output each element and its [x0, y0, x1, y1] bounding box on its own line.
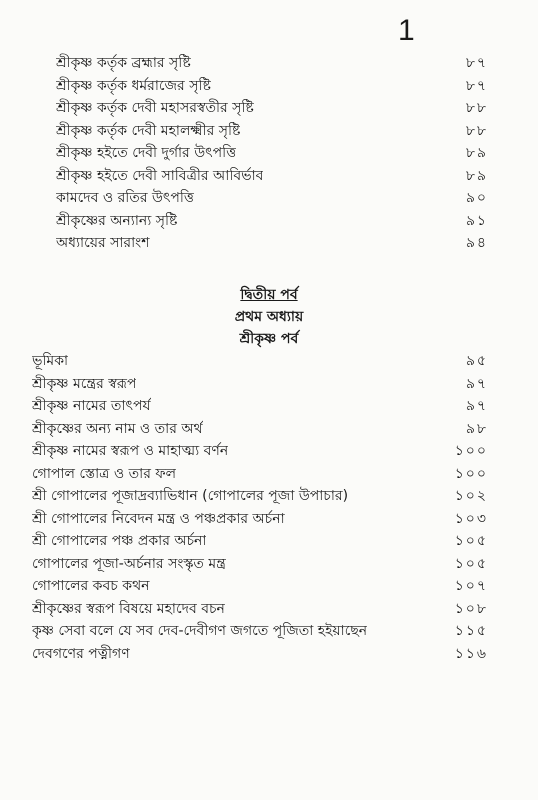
toc-entry-page: ৯৭ [465, 375, 488, 392]
toc-entry-title: শ্রীকৃষ্ণ হইতে দেবী সাবিত্রীর আবির্ভাব [56, 167, 264, 184]
toc-entry-page: ৯৭ [465, 398, 488, 414]
toc-entry-title: অধ্যায়ের সারাংশ [56, 235, 150, 251]
chapter-title [0, 328, 538, 350]
toc-entry [0, 463, 538, 485]
toc-entry-page: ৮৮ [465, 100, 488, 116]
toc-entry-title: শ্রীকৃষ্ণ কর্তৃক দেবী মহাসরস্বতীর সৃষ্টি [56, 100, 254, 116]
toc-entry-page: ৮৭ [465, 55, 488, 71]
toc-entry-page: ১০৭ [454, 578, 488, 594]
toc-entry-page: ১১৬ [454, 645, 488, 662]
toc-entry-title: ভূমিকা [32, 353, 69, 369]
toc-entry-title: কৃষ্ণ সেবা বলে যে সব দেব-দেবীগণ জগতে পূজিতা হইয়াছেন [32, 623, 368, 639]
toc-entry-title: শ্রীকৃষ্ণ নামের স্বরূপ ও মাহাত্ম্য বর্ণন [32, 443, 229, 459]
toc-entry-title: শ্রীকৃষ্ণ নামের তাৎপর্য [32, 398, 151, 414]
toc-entry-page: ৯৫ [465, 353, 488, 369]
toc-entry [0, 418, 538, 440]
toc-entry [0, 232, 538, 254]
toc-entry-title: দেবগণের পত্নীগণ [32, 645, 130, 662]
toc-entry [0, 75, 538, 97]
chapter-heading-text: প্রথম অধ্যায় [234, 309, 304, 325]
toc-entry [0, 440, 538, 462]
toc-entry-title: শ্রীকৃষ্ণের অন্যান্য সৃষ্টি [56, 212, 178, 229]
toc-entry [0, 142, 538, 164]
chapter-title-text: শ্রীকৃষ্ণ পর্ব [239, 331, 299, 347]
toc-entry [0, 97, 538, 119]
part-heading [0, 284, 538, 306]
toc-entry-title: শ্রীকৃষ্ণের অন্য নাম ও তার অর্থ [32, 420, 203, 437]
toc-entry-page: ১০৩ [454, 510, 488, 527]
toc-entry-page: ৯৮ [465, 420, 488, 437]
toc-entry [0, 120, 538, 142]
toc-entry [0, 395, 538, 417]
toc-entry [0, 485, 538, 507]
toc-entry-title: কামদেব ও রতির উৎপত্তি [56, 190, 194, 206]
toc-entry-title: শ্রীকৃষ্ণ কর্তৃক দেবী মহালক্ষ্মীর সৃষ্টি [56, 122, 241, 139]
toc-entry-page: ৮৯ [465, 145, 488, 161]
toc-entry [0, 187, 538, 209]
toc-entry-page: ১০০ [454, 465, 488, 482]
toc-entry-title: শ্রী গোপালের পঞ্চ প্রকার অর্চনা [32, 533, 207, 549]
toc-entry [0, 643, 538, 665]
chapter-heading [0, 306, 538, 328]
toc-entry-title: শ্রী গোপালের নিবেদন মন্ত্র ও পঞ্চপ্রকার অর্চনা [32, 510, 285, 527]
part-heading-text: দ্বিতীয় পর্ব [240, 287, 298, 303]
toc-entry-page: ১০৫ [454, 533, 488, 549]
toc-entry [0, 620, 538, 642]
toc-entry [0, 350, 538, 372]
toc-entry [0, 210, 538, 232]
toc-entry-title: শ্রী গোপালের পূজাদ্রব্যাভিধান (গোপালের পূজা উপাচার) [32, 488, 349, 504]
toc-entry [0, 52, 538, 74]
toc-entry-page: ৮৮ [465, 122, 488, 139]
toc-entry-title: গোপাল স্তোত্র ও তার ফল [32, 465, 177, 482]
toc-entry-title: গোপালের পূজা-অর্চনার সংস্কৃত মন্ত্র [32, 555, 226, 572]
toc-entry-page: ১১৫ [454, 623, 488, 639]
toc-entry [0, 575, 538, 597]
page-number: 1 [398, 14, 415, 47]
toc-entry-title: শ্রীকৃষ্ণ কর্তৃক ধর্মরাজের সৃষ্টি [56, 77, 211, 94]
toc-entry-page: ৯০ [465, 190, 488, 206]
toc-entry [0, 373, 538, 395]
toc-entry [0, 553, 538, 575]
toc-entry-title: শ্রীকৃষ্ণ কর্তৃক ব্রহ্মার সৃষ্টি [56, 55, 191, 71]
toc-entry-page: ৮৯ [465, 167, 488, 184]
toc-entry-title: শ্রীকৃষ্ণ হইতে দেবী দুর্গার উৎপত্তি [56, 145, 237, 161]
toc-entry-page: ১০৫ [454, 555, 488, 572]
toc-entry-page: ৯৪ [465, 235, 488, 251]
toc-entry [0, 165, 538, 187]
toc-entry-page: ৯১ [465, 212, 488, 229]
toc-entry-page: ১০০ [454, 443, 488, 459]
toc-entry [0, 530, 538, 552]
toc-entry-page: ১০৮ [454, 600, 488, 617]
toc-entry-title: গোপালের কবচ কথন [32, 578, 150, 594]
toc-entry-page: ১০২ [454, 488, 488, 504]
toc-entry-title: শ্রীকৃষ্ণের স্বরূপ বিষয়ে মহাদেব বচন [32, 600, 225, 617]
toc-entry-title: শ্রীকৃষ্ণ মন্ত্রের স্বরূপ [32, 375, 137, 392]
toc-entry [0, 598, 538, 620]
toc-entry-page: ৮৭ [465, 77, 488, 94]
toc-entry [0, 508, 538, 530]
